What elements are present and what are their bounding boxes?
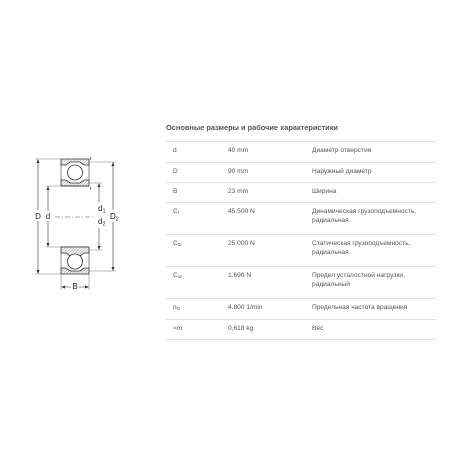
radius-label-top: r xyxy=(90,156,92,162)
table-row xyxy=(166,299,436,320)
row-description: Ширина xyxy=(312,188,337,195)
row-description: Предельная частота вращения xyxy=(312,304,408,311)
row-value: 90 mm xyxy=(228,168,249,175)
row-description: Статическая грузоподъемность, радиальная xyxy=(312,240,411,257)
row-symbol: $C_{ur}$ xyxy=(173,272,183,280)
row-value: 0,618 kg xyxy=(228,325,254,332)
dim-D-label: D xyxy=(35,212,41,221)
bearing-drawing xyxy=(18,148,138,298)
dim-D2-label: D2 xyxy=(110,212,119,223)
row-value: 23 mm xyxy=(228,188,249,195)
table-row xyxy=(166,142,436,163)
table-row xyxy=(166,183,436,203)
row-symbol: $n_G$ xyxy=(173,304,181,312)
table-row xyxy=(166,267,436,299)
dim-d2-label: d2 xyxy=(98,217,106,228)
outer-ring-top xyxy=(61,159,89,165)
row-value: 45.500 N xyxy=(228,208,255,215)
row-symbol: D xyxy=(173,168,178,175)
row-value: 1.690 N xyxy=(228,272,252,279)
row-description: Вес xyxy=(312,325,324,332)
dim-d1-label: d1 xyxy=(98,204,106,215)
row-symbol: B xyxy=(173,188,178,195)
bearing-section-svg xyxy=(18,148,138,298)
table-row xyxy=(166,163,436,183)
dim-d-label: d xyxy=(45,212,51,221)
spec-table xyxy=(166,141,436,340)
panel-title: Основные размеры и рабочие характеристики xyxy=(166,123,338,132)
table-row xyxy=(166,235,436,267)
dim-B-label: B xyxy=(72,282,78,291)
row-description: Диаметр отверстия xyxy=(312,147,372,154)
spec-panel xyxy=(166,122,436,340)
row-symbol: $C_{0r}$ xyxy=(173,240,183,248)
ball-top xyxy=(68,165,83,180)
row-symbol: ≈m xyxy=(173,325,183,332)
table-row xyxy=(166,203,436,235)
row-description: Наружный диаметр xyxy=(312,168,372,175)
row-value: 4.800 1/min xyxy=(228,304,263,311)
row-value: 25.000 N xyxy=(228,240,255,247)
inner-ring-top xyxy=(61,180,89,186)
row-symbol: $C_r$ xyxy=(173,208,180,216)
ball-bottom xyxy=(68,254,83,269)
table-row xyxy=(166,320,436,340)
radius-label-middle: r xyxy=(90,186,92,192)
row-description: Предел усталостной нагрузки, радиальный xyxy=(312,272,405,289)
row-value: 40 mm xyxy=(228,147,249,154)
row-symbol: d xyxy=(173,147,177,154)
row-description: Динамическая грузоподъемность, радиальная xyxy=(312,208,417,225)
